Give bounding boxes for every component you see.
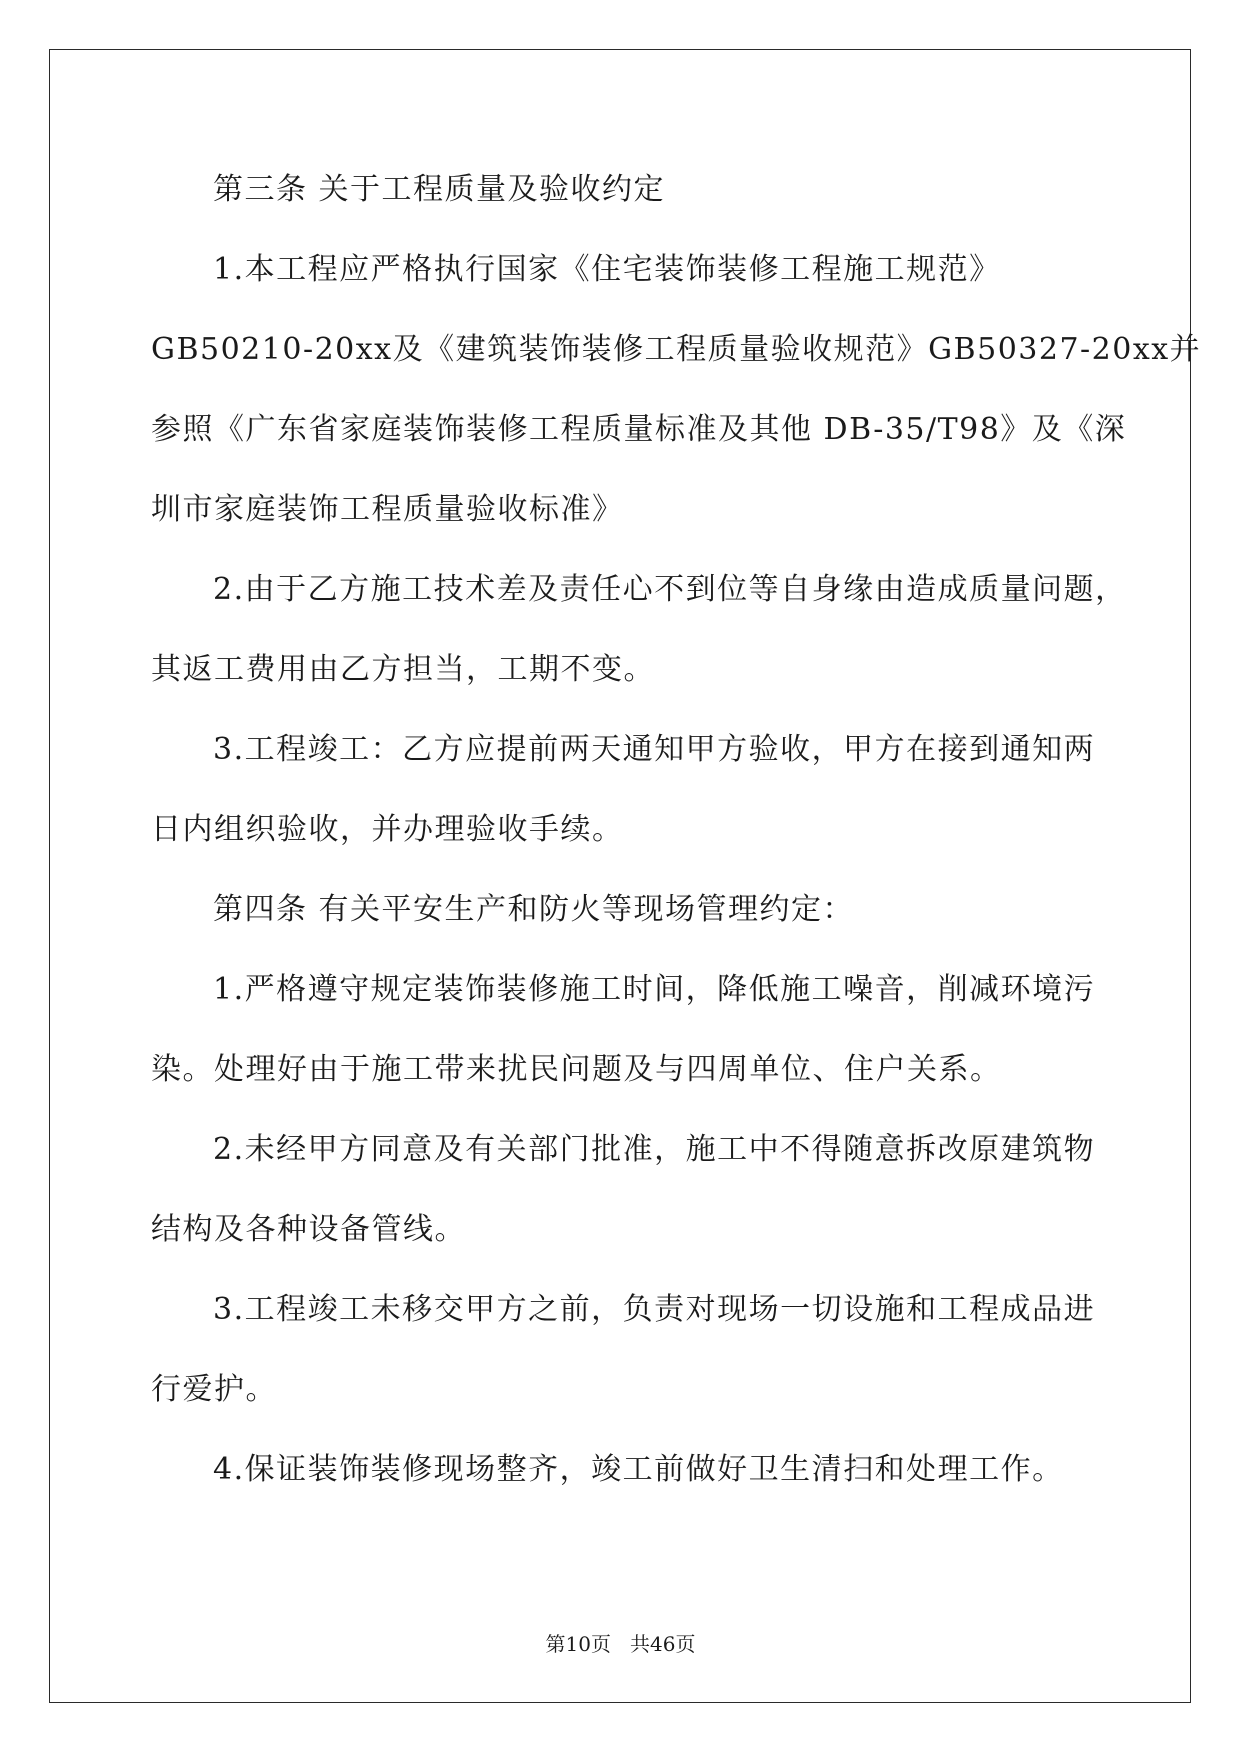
section-heading-4: 第四条 有关平安生产和防火等现场管理约定： xyxy=(213,892,855,927)
paragraph-line: 1.本工程应严格执行国家《住宅装饰装修工程施工规范》 xyxy=(213,252,1001,287)
paragraph-line: 3.工程竣工未移交甲方之前，负责对现场一切设施和工程成品进 xyxy=(213,1292,1096,1327)
paragraph-line: 圳市家庭装饰工程质量验收标准》 xyxy=(151,492,624,527)
paragraph-line: 2.未经甲方同意及有关部门批准，施工中不得随意拆改原建筑物 xyxy=(213,1132,1096,1167)
paragraph-line: 1.严格遵守规定装饰装修施工时间，降低施工噪音，削减环境污 xyxy=(213,972,1096,1007)
paragraph-line: 结构及各种设备管线。 xyxy=(151,1212,466,1247)
paragraph-line: 行爱护。 xyxy=(151,1372,277,1407)
paragraph-line: GB50210-20xx及《建筑装饰装修工程质量验收规范》GB50327-20xx并 xyxy=(151,332,1202,367)
paragraph-line: 4.保证装饰装修现场整齐，竣工前做好卫生清扫和处理工作。 xyxy=(213,1452,1064,1487)
document-body xyxy=(151,158,1202,1518)
paragraph-line: 染。处理好由于施工带来扰民问题及与四周单位、住户关系。 xyxy=(151,1052,1002,1087)
paragraph-line: 参照《广东省家庭装饰装修工程质量标准及其他 DB-35/T98》及《深 xyxy=(151,412,1127,447)
page-number: 第10页 共46页 xyxy=(545,1632,696,1656)
section-heading-3: 第三条 关于工程质量及验收约定 xyxy=(213,172,666,207)
paragraph-line: 2.由于乙方施工技术差及责任心不到位等自身缘由造成质量问题， xyxy=(213,572,1127,607)
paragraph-line: 3.工程竣工：乙方应提前两天通知甲方验收，甲方在接到通知两 xyxy=(213,732,1096,767)
paragraph-line: 日内组织验收，并办理验收手续。 xyxy=(151,812,624,847)
page-footer xyxy=(0,1628,1241,1657)
paragraph-line: 其返工费用由乙方担当，工期不变。 xyxy=(151,652,655,687)
